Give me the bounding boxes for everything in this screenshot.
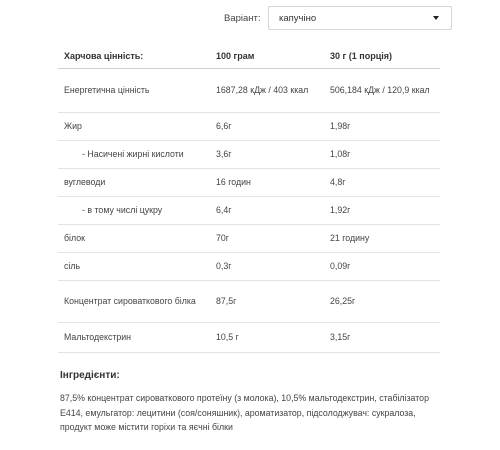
- table-row: [58, 225, 440, 253]
- variant-selector-row: [224, 6, 452, 30]
- row-per100: 3,6г: [210, 141, 324, 169]
- row-per-serving: 1,98г: [324, 113, 440, 141]
- header-nutrition: Харчова цінність:: [58, 44, 210, 69]
- row-per-serving: 21 годину: [324, 225, 440, 253]
- table-row: [58, 169, 440, 197]
- row-per100: 87,5г: [210, 281, 324, 323]
- table-row: [58, 323, 440, 353]
- row-per100: 16 годин: [210, 169, 324, 197]
- row-name: - Насичені жирні кислоти: [58, 141, 210, 169]
- table-row: [58, 69, 440, 113]
- row-per-serving: 1,08г: [324, 141, 440, 169]
- row-name: Жир: [58, 113, 210, 141]
- row-per100: 70г: [210, 225, 324, 253]
- row-per100: 0,3г: [210, 253, 324, 281]
- row-per-serving: 4,8г: [324, 169, 440, 197]
- row-name: - в тому числі цукру: [58, 197, 210, 225]
- row-name: вуглеводи: [58, 169, 210, 197]
- row-name: сіль: [58, 253, 210, 281]
- nutrition-table: [58, 44, 440, 353]
- table-row: [58, 281, 440, 323]
- row-name: Енергетична цінність: [58, 69, 210, 113]
- row-per-serving: 506,184 кДж / 120,9 ккал: [324, 69, 440, 113]
- row-name: Мальтодекстрин: [58, 323, 210, 353]
- row-per-serving: 26,25г: [324, 281, 440, 323]
- variant-label: Варіант:: [224, 12, 261, 24]
- table-header-row: [58, 44, 440, 69]
- table-row: [58, 197, 440, 225]
- row-per100: 10,5 г: [210, 323, 324, 353]
- row-per-serving: 1,92г: [324, 197, 440, 225]
- chevron-down-icon: [433, 16, 439, 20]
- table-row: [58, 253, 440, 281]
- variant-selected-value: капучіно: [279, 12, 317, 24]
- row-per-serving: 3,15г: [324, 323, 440, 353]
- row-per100: 6,6г: [210, 113, 324, 141]
- row-name: Концентрат сироваткового білка: [58, 281, 210, 323]
- ingredients-title: Інгредієнти:: [60, 370, 120, 381]
- table-row: [58, 113, 440, 141]
- ingredients-text: 87,5% концентрат сироваткового протеїну (з молока), 10,5% мальтодекстрин, стабілізатор E414, емульгатор: лецитини (соя/соняшник), ароматизатор, підсолоджувач: сукралоза, продукт може містити горіхи та яєчні білки: [60, 393, 429, 432]
- row-name: білок: [58, 225, 210, 253]
- table-row: [58, 141, 440, 169]
- header-per-serving: 30 г (1 порція): [324, 44, 440, 69]
- header-per-100g: 100 грам: [210, 44, 324, 69]
- row-per-serving: 0,09г: [324, 253, 440, 281]
- variant-select[interactable]: [268, 6, 452, 30]
- row-per100: 6,4г: [210, 197, 324, 225]
- row-per100: 1687,28 кДж / 403 ккал: [210, 69, 324, 113]
